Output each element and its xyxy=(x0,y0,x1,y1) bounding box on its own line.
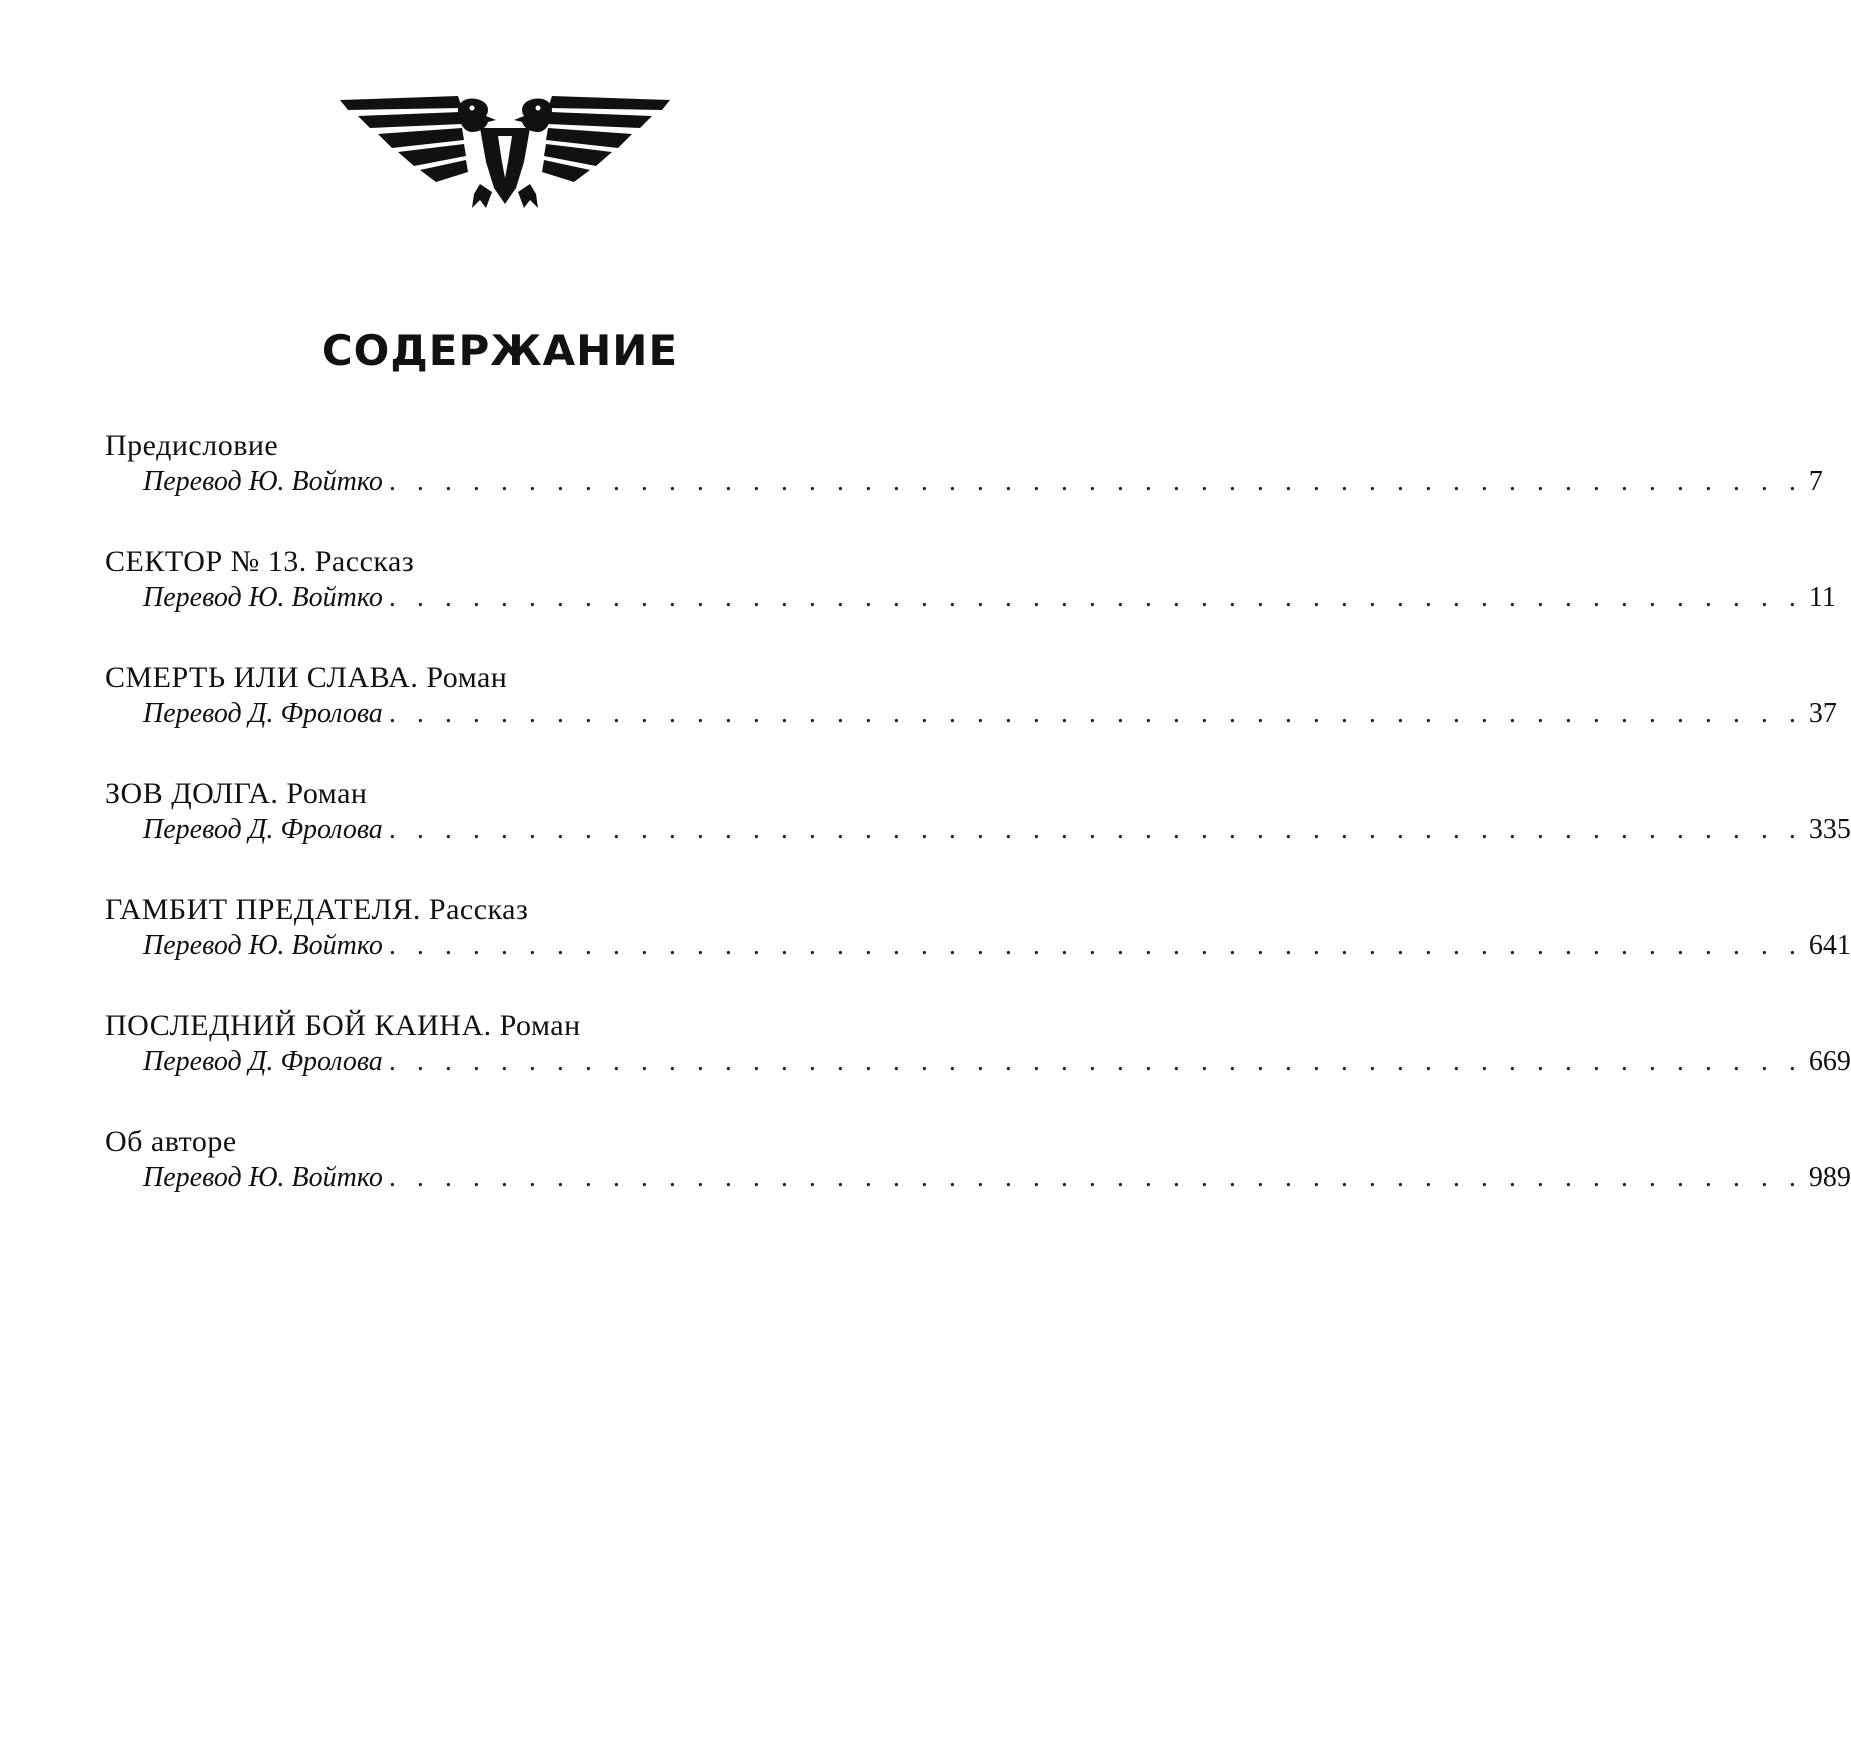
dot-leader: . . . . . . . . . . . . . . . . . . . . . . . . . . . . . . . . . . . . . . . . . . . . . . . . . . . xyxy=(388,582,1803,613)
dot-leader: . . . . . . . . . . . . . . . . . . . . . . . . . . . . . . . . . . . . . . . . . . . . . . . . . . . xyxy=(388,698,1803,729)
toc-entry-death-or-glory xyxy=(105,660,1837,776)
toc-entry-page: 37 xyxy=(1808,698,1837,729)
toc-entry-translator: Перевод Ю. Войтко xyxy=(143,1162,383,1193)
toc-entry-translator: Перевод Ю. Войтко xyxy=(143,930,383,961)
toc-entry-page: 7 xyxy=(1808,466,1823,497)
toc-entry-line xyxy=(143,580,1836,616)
dot-leader: . . . . . . . . . . . . . . . . . . . . . . . . . . . . . . . . . . . . . . . . . . . . . . . . . . . xyxy=(388,930,1803,961)
toc-entry-page: 335 xyxy=(1808,814,1851,845)
dot-leader: . . . . . . . . . . . . . . . . . . . . . . . . . . . . . . . . . . . . . . . . . . . . . . . . . . . xyxy=(388,1162,1803,1193)
toc-entry-sector-13 xyxy=(105,544,1836,660)
toc-entry-about-author xyxy=(105,1124,1851,1240)
toc-entry-translator: Перевод Д. Фролова xyxy=(143,1046,383,1077)
toc-entry-duty-calls xyxy=(105,776,1851,892)
toc-entry-title: Предисловие xyxy=(105,429,279,462)
dot-leader: . . . . . . . . . . . . . . . . . . . . . . . . . . . . . . . . . . . . . . . . . . . . . . . . . . . xyxy=(388,466,1803,497)
toc-entry-title: Об авторе xyxy=(105,1125,237,1158)
toc-entry-title: ЗОВ ДОЛГА. Роман xyxy=(105,777,368,810)
imperial-eagle-icon xyxy=(340,92,670,212)
toc-entry-preface xyxy=(105,428,1823,544)
toc-entry-translator: Перевод Ю. Войтко xyxy=(143,466,383,497)
toc-entry-line xyxy=(143,1044,1851,1080)
toc-entry-translator: Перевод Д. Фролова xyxy=(143,698,383,729)
toc-entry-page: 641 xyxy=(1808,930,1851,961)
toc-entry-page: 11 xyxy=(1808,582,1836,613)
toc-entry-page: 669 xyxy=(1808,1046,1851,1077)
toc-entry-line xyxy=(143,928,1851,964)
toc-entry-traitors-gambit xyxy=(105,892,1851,1008)
dot-leader: . . . . . . . . . . . . . . . . . . . . . . . . . . . . . . . . . . . . . . . . . . . . . . . . . . . xyxy=(388,814,1803,845)
toc-entry-translator: Перевод Д. Фролова xyxy=(143,814,383,845)
toc-entry-title: СМЕРТЬ ИЛИ СЛАВА. Роман xyxy=(105,661,508,694)
toc-entry-title: ГАМБИТ ПРЕДАТЕЛЯ. Рассказ xyxy=(105,893,529,926)
toc-entry-line xyxy=(143,1160,1851,1196)
toc-entry-title: ПОСЛЕДНИЙ БОЙ КАИНА. Роман xyxy=(105,1009,581,1042)
toc-entry-line xyxy=(143,464,1823,500)
toc-entry-translator: Перевод Ю. Войтко xyxy=(143,582,383,613)
dot-leader: . . . . . . . . . . . . . . . . . . . . . . . . . . . . . . . . . . . . . . . . . . . . . . . . . . . xyxy=(388,1046,1803,1077)
page-title: СОДЕРЖАНИЕ xyxy=(321,326,679,375)
toc-entry-cains-last-stand xyxy=(105,1008,1851,1124)
table-of-contents xyxy=(105,428,1851,1240)
toc-entry-line xyxy=(143,696,1837,732)
toc-entry-line xyxy=(143,812,1851,848)
toc-entry-page: 989 xyxy=(1808,1162,1851,1193)
toc-entry-title: СЕКТОР № 13. Рассказ xyxy=(105,545,415,578)
